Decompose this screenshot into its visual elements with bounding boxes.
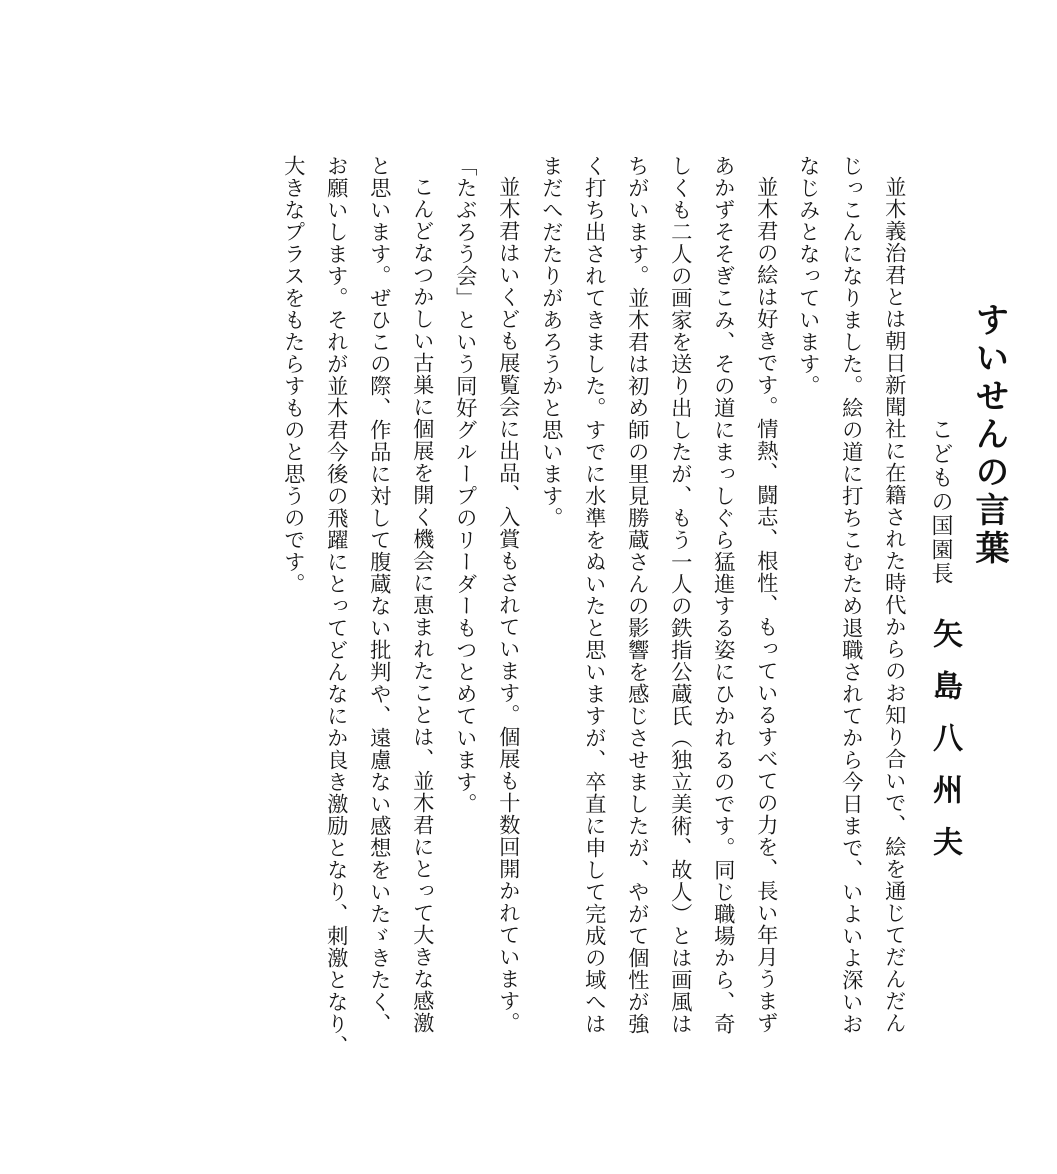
body-line: ちがいます。並木君は初め師の里見勝蔵さんの影響を感じさせましたが、やがて個性が強	[624, 155, 650, 1035]
body-line: 並木義治君とは朝日新聞社に在籍された時代からのお知り合いで、絵を通じてだんだん	[881, 176, 907, 1034]
body-line: 並木君の絵は好きです。情熱、闘志、根性、もっているすべての力を、長い年月うまず	[753, 176, 779, 1034]
body-line: 大きなプラスをもたらすものと思うのです。	[280, 155, 306, 595]
body-line: あかずそそぎこみ、その道にまっしぐら猛進する姿にひかれるのです。同じ職場から、奇	[710, 155, 736, 1035]
body-line: なじみとなっています。	[795, 155, 821, 397]
body-line: く打ち出されてきました。すでに水準をぬいたと思いますが、卒直に申して完成の域へは	[581, 155, 607, 1035]
body-line: お願いします。それが並木君今後の飛躍にとってどんなにか良き激励となり、刺激となり、	[323, 155, 349, 1057]
author-org: こどもの国園長	[928, 418, 953, 586]
body-line: 並木君はいくども展覧会に出品、入賞もされています。個展も十数回開かれています。	[495, 176, 521, 1034]
page-title: すいせんの言葉	[969, 302, 1009, 568]
body-line: まだへだたりがあろうかと思います。	[538, 155, 564, 529]
body-line: 「たぶろう会」という同好グループのリーダーもつとめています。	[452, 155, 478, 815]
author-name: 矢島八州夫	[927, 618, 962, 878]
body-line: こんどなつかしい古巣に個展を開く機会に恵まれたことは、並木君にとって大きな感激	[409, 176, 435, 1034]
body-line: と思います。ぜひこの際、作品に対して腹蔵ない批判や、遠慮ない感想をいたゞきたく、	[366, 155, 392, 1035]
body-line: しくも二人の画家を送り出したが、もう一人の鉄指公蔵氏（独立美術、故人）とは画風は	[667, 155, 693, 1035]
body-line: じっこんになりました。絵の道に打ちこむため退職されてから今日まで、いよいよ深いお	[838, 155, 864, 1035]
